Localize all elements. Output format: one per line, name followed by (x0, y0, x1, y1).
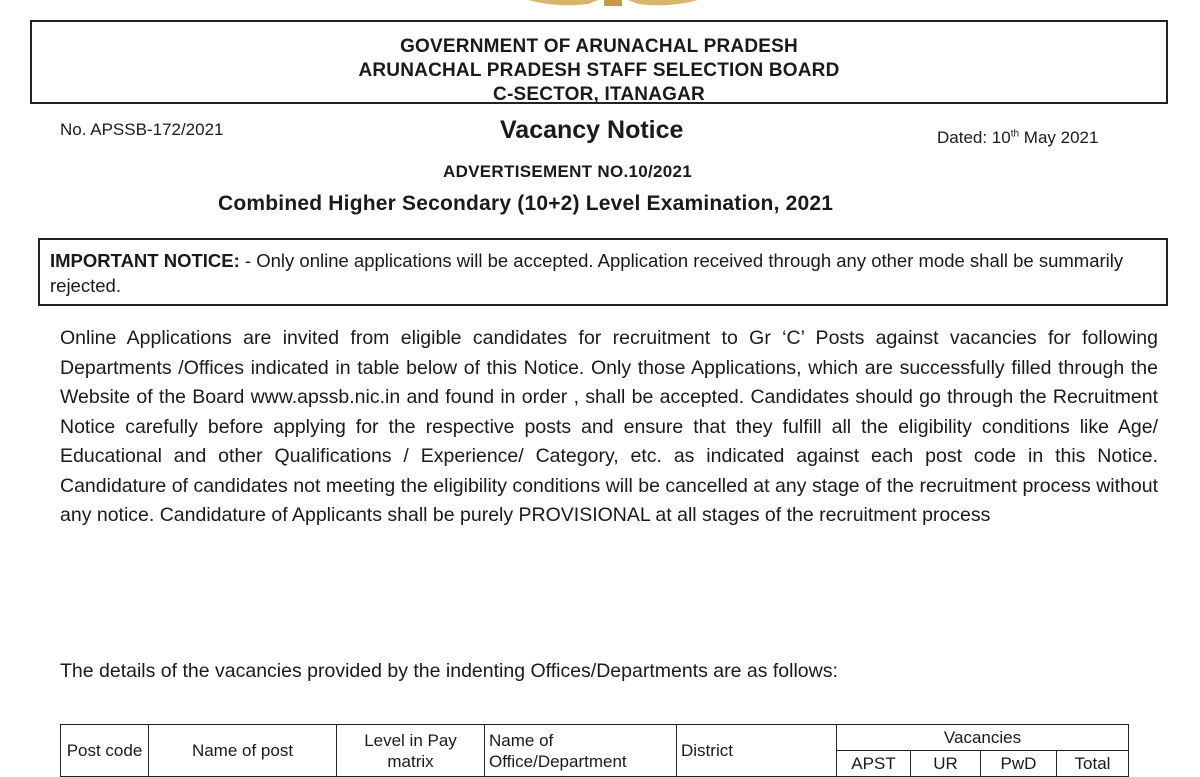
header-line-address: C-SECTOR, ITANAGAR (493, 84, 705, 105)
header-district: District (677, 725, 837, 777)
letterhead-box (30, 20, 1168, 104)
important-notice-box (38, 238, 1168, 306)
header-name-of-post: Name of post (149, 725, 337, 777)
header-pwd: PwD (981, 751, 1057, 777)
emblem-partial-image (518, 0, 708, 8)
important-notice-text: - Only online applications will be accepted. Application received through any other mode shall be summarily rejected. (50, 250, 1124, 296)
reference-number: No. APSSB-172/2021 (60, 120, 224, 139)
header-line-government: GOVERNMENT OF ARUNACHAL PRADESH (400, 36, 798, 57)
date-prefix: Dated: 10 (937, 128, 1011, 147)
header-level-pay-matrix: Level in Pay matrix (337, 725, 485, 777)
advertisement-number: ADVERTISEMENT NO.10/2021 (443, 162, 693, 181)
date-rest: May 2021 (1019, 128, 1099, 147)
body-paragraph: Online Applications are invited from eligible candidates for recruitment to Gr ‘C’ Posts against vacancies for following Departments /Offices indicated in table below of this Notice. Only those Applications, which are successfully filled through the Website of the Board www.apssb.nic.in and found in order , shall be accepted. Candidates should go through the Recruitment Notice carefully before applying for the respective posts and ensure that they fulfill all the eligibility conditions like Age/ Educational and other Qualifications / Experience/ Category, etc. as indicated against each post code in this Notice. Candidature of candidates not meeting the eligibility conditions will be cancelled at any stage of the recruitment process without any notice. Candidature of Applicants shall be purely PROVISIONAL at all stages of the recruitment process (60, 327, 1158, 526)
exam-title: Combined Higher Secondary (10+2) Level Examination, 2021 (218, 192, 834, 215)
date-suffix: th (1010, 128, 1020, 140)
vacancy-table (60, 724, 1129, 777)
header-total: Total (1057, 751, 1129, 777)
header-apst: APST (837, 751, 911, 777)
header-post-code: Post code (61, 725, 149, 777)
details-intro: The details of the vacancies provided by the indenting Offices/Departments are as follows: (60, 660, 838, 682)
notice-title: Vacancy Notice (500, 116, 684, 144)
header-office-department: Name of Office/Department (485, 725, 677, 777)
notice-date (937, 128, 1098, 148)
header-line-board: ARUNACHAL PRADESH STAFF SELECTION BOARD (358, 60, 840, 81)
header-ur: UR (911, 751, 981, 777)
header-vacancies: Vacancies (837, 725, 1129, 751)
table-header-row (61, 725, 1129, 751)
important-notice-label: IMPORTANT NOTICE: (50, 250, 240, 271)
